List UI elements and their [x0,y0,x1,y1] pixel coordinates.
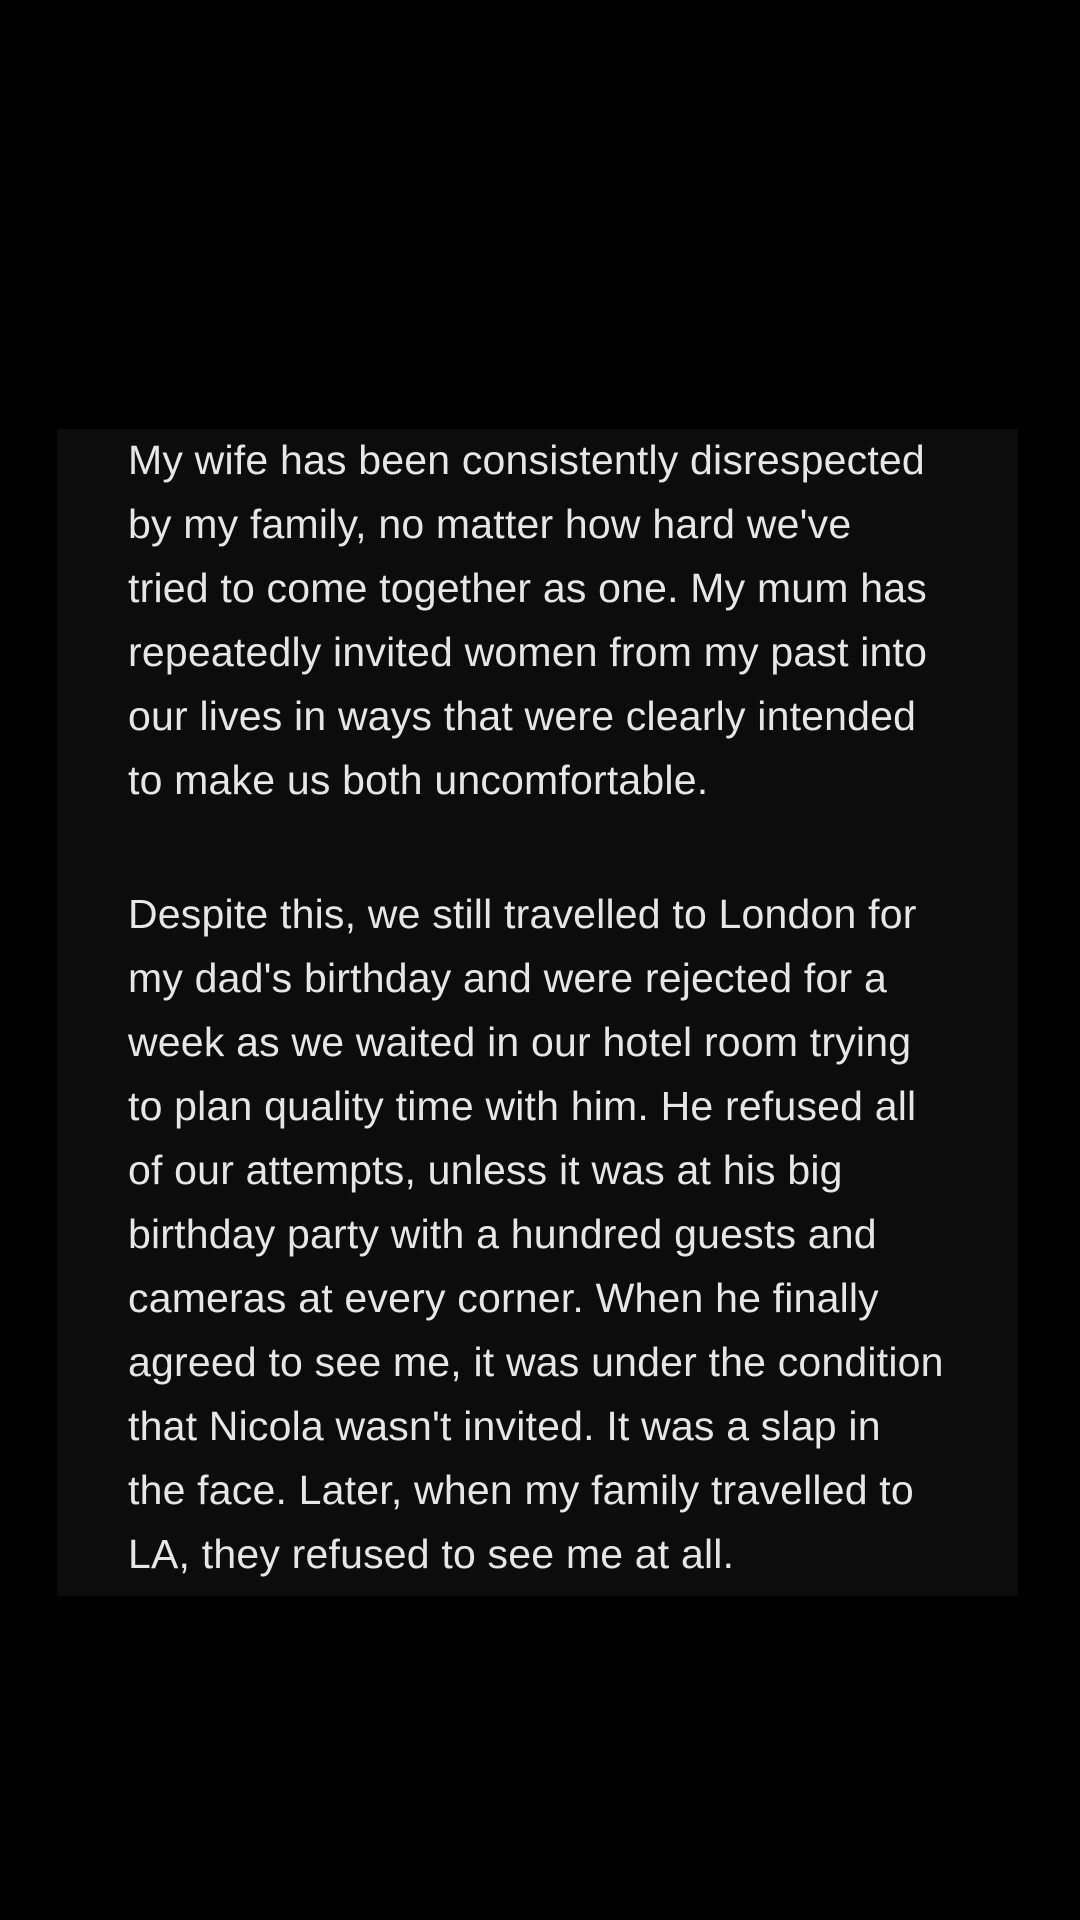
text-line: by my family, no matter how hard we've [128,501,852,547]
text-line: my dad's birthday and were rejected for a [128,955,887,1001]
text-line: the face. Later, when my family travelled to [128,1467,914,1513]
text-line: agreed to see me, it was under the condition [128,1339,944,1385]
text-line: Despite this, we still travelled to London for [128,891,917,937]
paragraph-1 [128,428,1008,812]
story-text [128,428,1008,1656]
text-line: to make us both uncomfortable. [128,757,709,803]
text-line: cameras at every corner. When he finally [128,1275,879,1321]
text-line: week as we waited in our hotel room trying [128,1019,912,1065]
text-line: to plan quality time with him. He refused all [128,1083,917,1129]
text-line: My wife has been consistently disrespected [128,437,925,483]
text-line: repeatedly invited women from my past into [128,629,928,675]
text-line: LA, they refused to see me at all. [128,1531,735,1577]
text-line: that Nicola wasn't invited. It was a slap in [128,1403,881,1449]
paragraph-2 [128,882,1008,1586]
text-line: of our attempts, unless it was at his big [128,1147,843,1193]
text-line: birthday party with a hundred guests and [128,1211,877,1257]
text-line: our lives in ways that were clearly intended [128,693,917,739]
text-line: tried to come together as one. My mum has [128,565,927,611]
